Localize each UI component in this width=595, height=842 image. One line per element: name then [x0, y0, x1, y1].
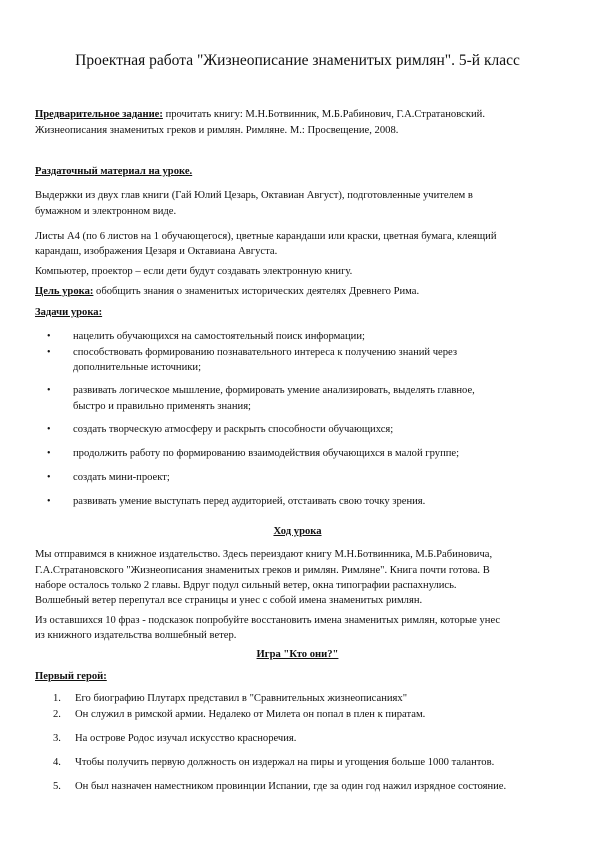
handout-p1-line1: Выдержки из двух глав книги (Гай Юлий Цезарь, Октавиан Август), подготовленные учителем в — [35, 190, 473, 201]
prelim-text-1: прочитать книгу: М.Н.Ботвинник, М.Б.Рабинович, Г.А.Стратановский. — [162, 109, 485, 120]
handout-p3: Компьютер, проектор – если дети будут создавать электронную книгу. — [35, 266, 353, 277]
bullet-icon: • — [47, 385, 51, 396]
lesson-p1-line1: Мы отправимся в книжное издательство. Здесь переиздают книгу М.Н.Ботвинника, М.Б.Рабиновича, — [35, 549, 493, 560]
bullet-icon: • — [47, 448, 51, 459]
document-page: Проектная работа "Жизнеописание знаменитых римлян". 5-й класс Предварительное задание: прочитать книгу: М.Н.Ботвинник, М.Б.Рабинович, Г.А.Стратановский. Жизнеописания знаменитых греков и римлян. Римляне. М.: Просвещение, 2008. Раздаточный материал на уроке. Выдержки из двух глав книги (Гай Юлий Цезарь, Октавиан Август), подготовленные учителем в бумажном и электронном виде. Листы А4 (по 6 листов на 1 обучающегося), цветные карандаши или краски, цветная бумага, клеящий карандаш, изображения Цезаря и Октавиана Августа. Компьютер, проектор – если дети будут создавать электронную книгу. Цель урока: обобщить знания о знаменитых исторических деятелях Древнего Рима. Задачи урока: • нацелить обучающихся на самостоятельный поиск информации; • способствовать формированию познавательного интереса к получению знаний через дополнительные источники; • развивать логическое мышление, формировать умение анализировать, выделять главное, быстро и правильно применять знания; • создать творческую атмосферу и раскрыть способности обучающихся; • продолжить работу по формированию взаимодействия обучающихся в малой группе; • создать мини-проект; • развивать умение выступать перед аудиторией, отстаивать свою точку зрения. Ход урока Мы отправимся в книжное издательство. Здесь переиздают книгу М.Н.Ботвинника, М.Б.Рабиновича, Г.А.Стратановского "Жизнеописания знаменитых греков и римлян. Римляне". Книга почти готова. В наборе осталось только 2 главы. Вдруг подул сильный ветер, окна типографии распахнулись. Волшебный ветер перепутал все страницы и унес с собой имена знаменитых римлян. Из оставшихся 10 фраз - подсказок попробуйте восстановить имена знаменитых римлян, которые унес из книжного издательства волшебный ветер. Игра "Кто они?" Первый герой: 1. Его биографию Плутарх представил в "Сравнительных жизнеописаниях" 2. Он служил в римской армии. Недалеко от Милета он попал в плен к пиратам. 3. На острове Родос изучал искусство красноречия. 4. Чтобы получить первую должность он издержал на пиры и угощения больше 1000 талантов. 5. Он был назначен наместником провинции Испании, где за один год нажил изрядное состояние. — [0, 0, 595, 842]
goal-label: Цель урока: — [35, 286, 94, 297]
bullet-icon: • — [47, 496, 51, 507]
bullet-icon: • — [47, 472, 51, 483]
lesson-p1-line2: Г.А.Стратановского "Жизнеописания знаменитых греков и римлян. Римляне". Книга почти готова. В — [35, 565, 490, 576]
lesson-p1-line3: наборе осталось только 2 главы. Вдруг подул сильный ветер, окна типографии распахнулись. — [35, 580, 457, 591]
lesson-p1-line4: Волшебный ветер перепутал все страницы и унес с собой имена знаменитых римлян. — [35, 595, 423, 606]
goal-line — [35, 284, 565, 300]
page-title: Проектная работа "Жизнеописание знаменитых римлян". 5-й класс — [75, 52, 520, 69]
goal-text: обобщить знания о знаменитых исторических деятелях Древнего Рима. — [93, 286, 420, 297]
handout-p1-line2: бумажном и электронном виде. — [35, 206, 177, 217]
bullet-icon: • — [47, 331, 51, 342]
handout-p2-line2: карандаш, изображения Цезаря и Октавиана Августа. — [35, 246, 278, 257]
first-hero-label: Первый герой: — [35, 671, 107, 682]
handout-p2-line1: Листы А4 (по 6 листов на 1 обучающегося), цветные карандаши или краски, цветная бумага, клеящий — [35, 231, 497, 242]
handout-heading: Раздаточный материал на уроке. — [35, 166, 193, 177]
tasks-heading: Задачи урока: — [35, 307, 103, 318]
lesson-heading: Ход урока — [273, 526, 322, 537]
lesson-p2-line2: из книжного издательства волшебный ветер. — [35, 630, 237, 641]
bullet-icon: • — [47, 424, 51, 435]
prelim-text-2: Жизнеописания знаменитых греков и римлян. Римляне. М.: Просвещение, 2008. — [35, 125, 399, 136]
bullet-icon: • — [47, 347, 51, 358]
prelim-label: Предварительное задание: — [35, 109, 163, 120]
game-heading: Игра "Кто они?" — [256, 649, 339, 660]
lesson-p2-line1: Из оставшихся 10 фраз - подсказок попробуйте восстановить имена знаменитых римлян, которые унес — [35, 615, 501, 626]
prelim-line-1 — [35, 107, 565, 123]
